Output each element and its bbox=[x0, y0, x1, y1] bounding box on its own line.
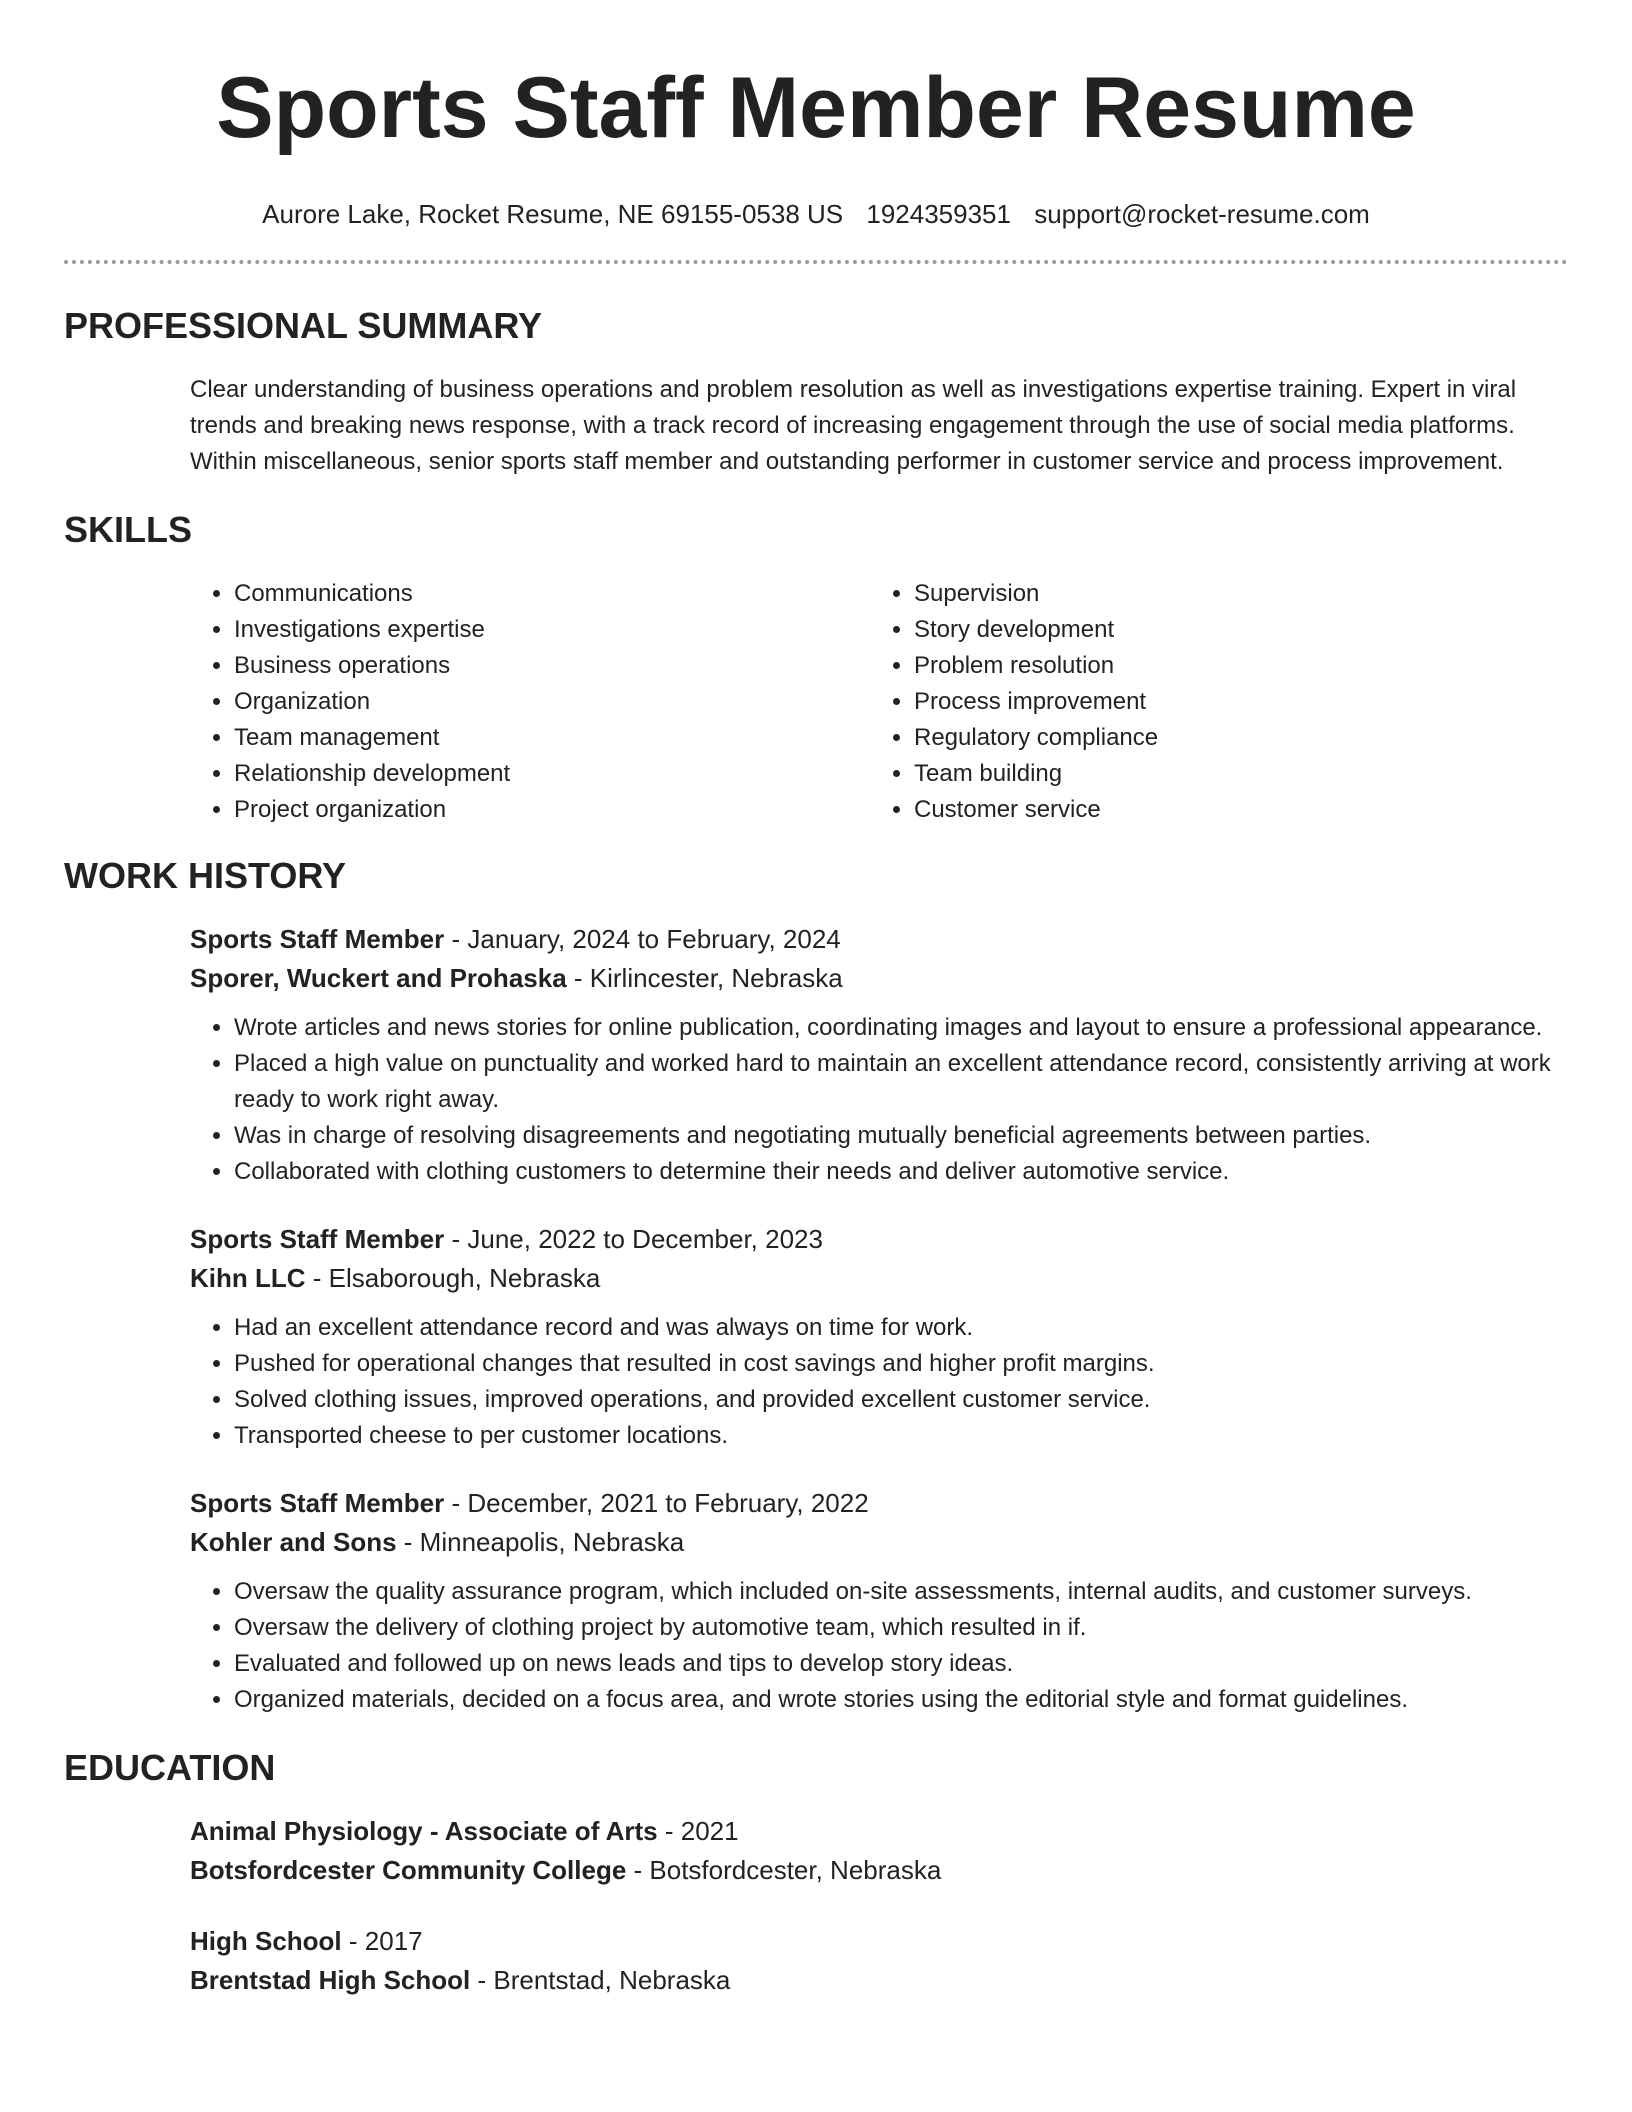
job-location: - Minneapolis, Nebraska bbox=[396, 1527, 685, 1557]
resume-title: Sports Staff Member Resume bbox=[216, 60, 1416, 156]
job-company: Sporer, Wuckert and Prohaska bbox=[190, 963, 567, 993]
job-title-line bbox=[190, 1220, 1568, 1259]
education-year: - 2017 bbox=[341, 1926, 423, 1956]
job-company-line bbox=[190, 959, 1568, 998]
education-school: Brentstad High School bbox=[190, 1965, 471, 1995]
skill-item: • Problem resolution bbox=[914, 648, 1550, 684]
contact-email: support@rocket-resume.com bbox=[1034, 199, 1370, 229]
job-bullet: • Was in charge of resolving disagreements and negotiating mutually beneficial agreements between parties. bbox=[234, 1118, 1568, 1154]
job-bullet: • Oversaw the quality assurance program, which included on-site assessments, internal audits, and customer surveys. bbox=[234, 1574, 1568, 1610]
work-history-heading: WORK HISTORY bbox=[64, 855, 347, 896]
education-degree: High School bbox=[190, 1926, 342, 1956]
skills-heading: SKILLS bbox=[64, 509, 193, 550]
education-degree-line bbox=[190, 1812, 1568, 1851]
skill-item: • Relationship development bbox=[234, 756, 870, 792]
education-entry bbox=[190, 1922, 1568, 2000]
education-degree-line bbox=[190, 1922, 1568, 1961]
contact-line bbox=[64, 198, 1568, 230]
skill-item: • Process improvement bbox=[914, 684, 1550, 720]
skills-list-left bbox=[190, 576, 870, 828]
summary-heading: PROFESSIONAL SUMMARY bbox=[64, 305, 543, 346]
skill-item: • Communications bbox=[234, 576, 870, 612]
skill-item: • Regulatory compliance bbox=[914, 720, 1550, 756]
job-entry bbox=[190, 920, 1568, 1190]
skill-item: • Investigations expertise bbox=[234, 612, 870, 648]
job-title: Sports Staff Member bbox=[190, 924, 445, 954]
education-location: - Brentstad, Nebraska bbox=[470, 1965, 731, 1995]
job-bullet: • Pushed for operational changes that resulted in cost savings and higher profit margins. bbox=[234, 1346, 1568, 1382]
job-title: Sports Staff Member bbox=[190, 1488, 445, 1518]
job-company: Kohler and Sons bbox=[190, 1527, 397, 1557]
job-title: Sports Staff Member bbox=[190, 1224, 445, 1254]
education-year: - 2021 bbox=[657, 1816, 739, 1846]
job-bullet: • Oversaw the delivery of clothing project by automotive team, which resulted in if. bbox=[234, 1610, 1568, 1646]
education-section bbox=[64, 1746, 1568, 2000]
education-school: Botsfordcester Community College bbox=[190, 1855, 627, 1885]
job-bullet: • Evaluated and followed up on news leads and tips to develop story ideas. bbox=[234, 1646, 1568, 1682]
job-dates: - January, 2024 to February, 2024 bbox=[444, 924, 841, 954]
job-title-line bbox=[190, 920, 1568, 959]
job-bullet: • Wrote articles and news stories for online publication, coordinating images and layout to ensure a professional appearance. bbox=[234, 1010, 1568, 1046]
skill-item: • Project organization bbox=[234, 792, 870, 828]
skill-item: • Story development bbox=[914, 612, 1550, 648]
job-location: - Elsaborough, Nebraska bbox=[305, 1263, 601, 1293]
job-dates: - June, 2022 to December, 2023 bbox=[444, 1224, 823, 1254]
job-company-line bbox=[190, 1523, 1568, 1562]
job-title-line bbox=[190, 1484, 1568, 1523]
summary-section bbox=[64, 304, 1568, 480]
skills-section bbox=[64, 508, 1568, 828]
education-entry bbox=[190, 1812, 1568, 1890]
job-bullet: • Solved clothing issues, improved operations, and provided excellent customer service. bbox=[234, 1382, 1568, 1418]
education-heading: EDUCATION bbox=[64, 1747, 276, 1788]
skill-item: • Supervision bbox=[914, 576, 1550, 612]
job-bullets bbox=[190, 1310, 1568, 1454]
job-bullets bbox=[190, 1574, 1568, 1718]
job-bullet: • Transported cheese to per customer locations. bbox=[234, 1418, 1568, 1454]
skills-list-right bbox=[870, 576, 1550, 828]
job-bullets bbox=[190, 1010, 1568, 1190]
skill-item: • Business operations bbox=[234, 648, 870, 684]
job-bullet: • Placed a high value on punctuality and worked hard to maintain an excellent attendance record, consistently arriving at work ready to work right away. bbox=[234, 1046, 1568, 1118]
education-school-line bbox=[190, 1961, 1568, 2000]
education-location: - Botsfordcester, Nebraska bbox=[626, 1855, 942, 1885]
job-bullet: • Organized materials, decided on a focus area, and wrote stories using the editorial style and format guidelines. bbox=[234, 1682, 1568, 1718]
work-history-section bbox=[64, 854, 1568, 1718]
job-bullet: • Had an excellent attendance record and was always on time for work. bbox=[234, 1310, 1568, 1346]
skills-columns bbox=[190, 576, 1568, 828]
education-degree: Animal Physiology - Associate of Arts bbox=[190, 1816, 658, 1846]
job-entry bbox=[190, 1484, 1568, 1718]
skill-item: • Team building bbox=[914, 756, 1550, 792]
job-entry bbox=[190, 1220, 1568, 1454]
job-bullet: • Collaborated with clothing customers to determine their needs and deliver automotive service. bbox=[234, 1154, 1568, 1190]
job-location: - Kirlincester, Nebraska bbox=[566, 963, 843, 993]
job-company: Kihn LLC bbox=[190, 1263, 306, 1293]
skill-item: • Organization bbox=[234, 684, 870, 720]
header-divider bbox=[64, 260, 1568, 264]
job-dates: - December, 2021 to February, 2022 bbox=[444, 1488, 869, 1518]
education-school-line bbox=[190, 1851, 1568, 1890]
summary-text: Clear understanding of business operations and problem resolution as well as investigations expertise training. Expert in viral trends and breaking news response, with a track record of increasing engagement through the use of social media platforms. Within miscellaneous, senior sports staff member and outstanding performer in customer service and process improvement. bbox=[190, 376, 1517, 475]
contact-phone: 1924359351 bbox=[866, 199, 1011, 229]
job-company-line bbox=[190, 1259, 1568, 1298]
contact-address: Aurore Lake, Rocket Resume, NE 69155-0538 US bbox=[262, 199, 844, 229]
skill-item: • Team management bbox=[234, 720, 870, 756]
skill-item: • Customer service bbox=[914, 792, 1550, 828]
